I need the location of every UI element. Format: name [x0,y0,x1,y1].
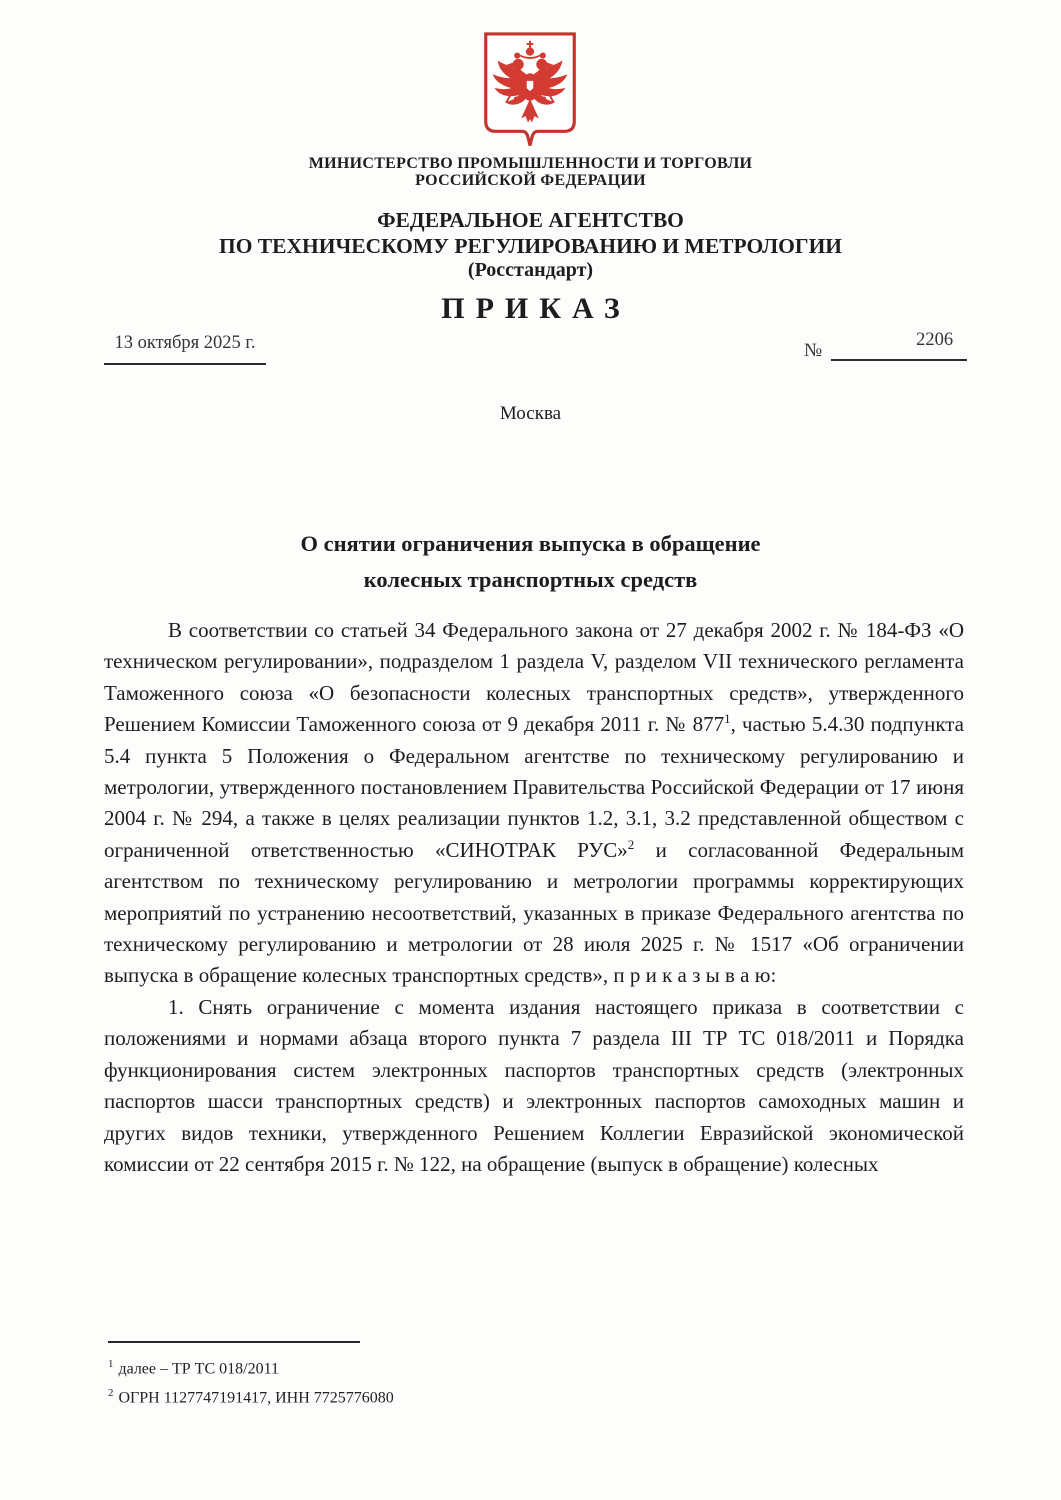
agency-name [0,207,1061,259]
footnotes [108,1341,708,1411]
ministry-name [0,155,1061,189]
number-sign: № [804,340,823,361]
ministry-line1: МИНИСТЕРСТВО ПРОМЫШЛЕННОСТИ И ТОРГОВЛИ [308,155,753,172]
ministry-line2: РОССИЙСКОЙ ФЕДЕРАЦИИ [415,172,646,189]
order-number: 2206 [916,330,954,350]
footnote-1 [108,1352,708,1381]
date-field: 13 октября 2025 г. [104,333,266,365]
number-field [804,330,967,361]
footnote-2 [108,1381,708,1410]
title-line2: колесных транспортных средств [363,567,698,592]
document-title [0,526,1061,598]
title-line1: О снятии ограничения выпуска в обращение [300,531,761,556]
document-type-heading: ПРИКАЗ [441,292,631,325]
paragraph-preamble: В соответствии со статьей 34 Федерального закона от 27 декабря 2002 г. № 184-ФЗ «О техническом регулировании», подразделом 1 раздела V, разделом VII технического регламента Таможенного союза «О безопасности колесных транспортных средств», утвержденного Решением Комиссии Таможенного союза от 9 декабря 2011 г. № $877^1$, частью 5.4.30 подпункта 5.4 пункта 5 Положения о Федеральном агентстве по техническому регулированию и метрологии, утвержденного постановлением Правительства Российской Федерации от 17 июня 2004 г. № 294, а также в целях реализации пунктов 1.2, 3.1, 3.2 представленной обществом с ограниченной ответственностью «СИНОТРАК РУС»$^2$ и согласованной Федеральным агентством по техническому регулированию и метрологии программы корректирующих мероприятий по устранению несоответствий, указанных в приказе Федерального агентства по техническому регулированию и метрологии от 28 июля 2025 г. № 1517 «Об ограничении выпуска в обращение колесных транспортных средств», п р и к а з ы в а ю: [104,618,965,988]
agency-line1: ФЕДЕРАЛЬНОЕ АГЕНТСТВО [377,208,684,232]
footnote-2-text: ОГРН 1127747191417, ИНН 7725776080 [118,1389,394,1407]
paragraph-item-1: 1. Снять ограничение с момента издания настоящего приказа в соответствии с положениями и нормами абзаца второго пункта 7 раздела III ТР ТС 018/2011 и Порядка функционирования систем электронных паспортов транспортных средств (электронных паспортов шасси транспортных средств) и электронных паспортов самоходных машин и других видов техники, утвержденного Решением Коллегии Евразийской экономической комиссии от 22 сентября 2015 г. № 122, на обращение (выпуск в обращение) колесных [104,994,964,1176]
footnote-separator [108,1341,360,1343]
russian-coat-of-arms-icon [478,30,582,150]
agency-line2: ПО ТЕХНИЧЕСКОМУ РЕГУЛИРОВАНИЮ И МЕТРОЛОГИИ [218,234,843,258]
number-line [831,330,967,361]
footnote-1-marker: 1 [108,1358,114,1370]
footnote-1-text: далее – ТР ТС 018/2011 [118,1360,279,1378]
footnote-2-marker: 2 [108,1387,114,1400]
agency-short-name: (Росстандарт) [467,259,594,281]
document-body [104,615,964,1180]
city-label: Москва [499,403,562,424]
